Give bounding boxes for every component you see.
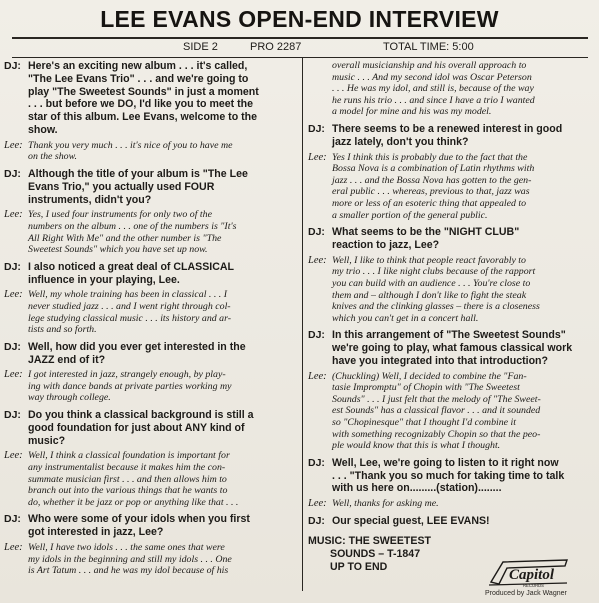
dialogue-line: instruments, didn't you? — [28, 193, 152, 206]
dialogue-line: good foundation for just about ANY kind of — [28, 421, 245, 434]
music-cue — [308, 535, 478, 573]
column-divider — [302, 57, 303, 591]
dialogue-line: music? — [28, 434, 66, 447]
dialogue-line: All Right With Me" and the other number is "The — [28, 232, 222, 244]
dialogue-line: summate musician first . . . and then allows him to — [28, 473, 227, 485]
speaker-label: DJ: — [308, 226, 325, 239]
speaker-label: DJ: — [4, 60, 21, 72]
speaker-label: DJ: — [308, 456, 325, 469]
speaker-label: DJ: — [4, 260, 21, 273]
speaker-label: Lee: — [308, 151, 327, 163]
dialogue-line: Who were some of your idols when you first — [28, 513, 250, 526]
speaker-label: DJ: — [308, 514, 325, 527]
dj-question — [2, 261, 292, 287]
dialogue-line: any instrumentalist because it makes him the con- — [28, 462, 226, 474]
dialogue-text — [332, 457, 596, 495]
dialogue-line: knives and the clinking glasses – there is a closeness — [332, 301, 540, 313]
dialogue-line: Sounds" . . . I just felt that the melody of "The Sweet- — [332, 393, 541, 405]
speaker-label: Lee: — [4, 450, 23, 462]
dialogue-line: Here's an exciting new album . . . it's called, — [28, 60, 248, 72]
dialogue-line: we're going to play, what famous classical work — [332, 342, 573, 355]
lee-answer — [306, 498, 596, 510]
dialogue-line: have you integrated into that introduction? — [332, 354, 548, 367]
dialogue-line: he runs his trio . . . and since I have a trio I wanted — [332, 94, 535, 106]
dialogue-line: do, whether it be jazz or pop or anything like that . . . — [28, 496, 239, 508]
page-title: LEE EVANS OPEN-END INTERVIEW — [100, 6, 499, 32]
dialogue-line: ple would know that this is what I thought. — [332, 440, 501, 452]
lee-answer — [2, 140, 292, 163]
speaker-label: DJ: — [4, 340, 21, 353]
logo-subtext: RECORDS — [523, 583, 544, 588]
dj-question — [306, 123, 596, 149]
producer-credit: Produced by Jack Wagner — [485, 590, 567, 597]
dialogue-line: on the show. — [28, 151, 77, 163]
dialogue-text — [28, 341, 292, 367]
dialogue-text — [332, 498, 596, 510]
dialogue-line: is Art Tatum . . . and he was my idol because of his — [28, 565, 229, 577]
dialogue-line: est Sounds" has a classical flavor . . . and it sounded — [332, 405, 541, 417]
lee-answer — [2, 369, 292, 404]
dialogue-text — [332, 329, 596, 367]
dialogue-line: tists and so forth. — [28, 324, 97, 336]
dialogue-line: way through college. — [28, 392, 111, 404]
speaker-label: DJ: — [4, 409, 21, 422]
music-cue-line: MUSIC: THE SWEETEST — [308, 535, 432, 547]
dialogue-line: branch out into the various things that he wants to — [28, 485, 228, 497]
dialogue-line: Well, I have two idols . . . the same ones that were — [28, 542, 225, 554]
dialogue-line: you can build with an audience . . . You're close to — [332, 277, 531, 289]
speaker-label: Lee: — [308, 498, 327, 510]
dialogue-text — [332, 152, 596, 222]
dj-question — [2, 341, 292, 367]
dialogue-text — [28, 369, 292, 404]
lee-answer — [2, 209, 292, 255]
lee-answer — [2, 542, 292, 577]
dialogue-line: JAZZ end of it? — [28, 353, 106, 366]
dj-question — [2, 168, 292, 206]
right-column — [306, 60, 596, 528]
dialogue-line: . . . "Thank you so much for taking time to talk — [332, 469, 565, 482]
speaker-label — [306, 60, 332, 118]
dialogue-line: What seems to be the "NIGHT CLUB" — [332, 226, 520, 239]
dialogue-text — [332, 371, 596, 452]
dialogue-line: eral public . . . whereas, previous to that, jazz was — [332, 186, 530, 198]
dialogue-text — [332, 226, 596, 252]
dialogue-text — [28, 409, 292, 447]
speaker-label: DJ: — [308, 329, 325, 342]
dialogue-text — [28, 289, 292, 335]
dialogue-line: . . . but before we DO, I'd like you to meet the — [28, 98, 254, 111]
speaker-label: Lee: — [4, 369, 23, 381]
dialogue-line: Thank you very much . . . it's nice of you to have me — [28, 139, 233, 151]
dialogue-text — [332, 515, 596, 528]
dialogue-line: with something recognizably Chopin so that the peo- — [332, 428, 541, 440]
music-cue-line: SOUNDS – T-1847 — [330, 547, 421, 560]
dj-question — [2, 60, 292, 137]
dialogue-line: my trio . . . I like night clubs because of the rapport — [332, 266, 536, 278]
dialogue-text — [28, 209, 292, 255]
dj-question — [2, 409, 292, 447]
speaker-label: Lee: — [308, 370, 327, 382]
dialogue-line: I got interested in jazz, strangely enough, by play- — [28, 369, 226, 381]
speaker-label: DJ: — [4, 167, 21, 180]
dialogue-line: (Chuckling) Well, I decided to combine the "Fan- — [332, 370, 527, 382]
dj-question — [306, 457, 596, 495]
speaker-label: Lee: — [4, 139, 23, 151]
dialogue-line: music . . . And my second idol was Oscar Peterson — [332, 71, 532, 83]
dialogue-line: a smaller portion of the general public. — [332, 209, 488, 221]
music-cue-line: UP TO END — [330, 560, 388, 573]
side-label: SIDE 2 — [183, 41, 218, 53]
dialogue-line: Well, my whole training has been in classical . . . I — [28, 289, 228, 301]
dialogue-line: star of this album. Lee Evans, welcome to the — [28, 111, 258, 124]
lee-answer — [306, 371, 596, 452]
dialogue-line: Well, Lee, we're going to listen to it right now — [332, 456, 559, 469]
catalog-number: PRO 2287 — [250, 41, 302, 53]
dialogue-line: . . . He was my idol, and still is, because of the way — [332, 83, 534, 95]
left-column — [2, 60, 292, 577]
dialogue-line: a model for mine and his was my model. — [332, 106, 492, 118]
dialogue-line: Well, I like to think that people react favorably to — [332, 254, 526, 266]
dialogue-text — [332, 255, 596, 325]
speaker-label: DJ: — [308, 122, 325, 135]
dialogue-text — [332, 123, 596, 149]
dialogue-line: got interested in jazz, Lee? — [28, 526, 164, 539]
dialogue-line: Although the title of your album is "The Lee — [28, 167, 248, 180]
title-divider — [12, 37, 588, 39]
dialogue-line: Yes, I used four instruments for only two of the — [28, 209, 212, 221]
total-time: TOTAL TIME: 5:00 — [383, 41, 474, 53]
dialogue-line: ing with dance bands at private parties working my — [28, 380, 232, 392]
dialogue-line: reaction to jazz, Lee? — [332, 238, 440, 251]
dialogue-text — [28, 450, 292, 508]
dialogue-line: tasie Impromptu" of Chopin with "The Sweetest — [332, 382, 520, 394]
speaker-label: Lee: — [4, 289, 23, 301]
dialogue-line: There seems to be a renewed interest in good — [332, 122, 563, 135]
dialogue-line: more or less of an esoteric thing that appealed to — [332, 197, 527, 209]
lee-answer — [2, 450, 292, 508]
dialogue-text — [28, 168, 292, 206]
dialogue-text — [332, 60, 596, 118]
lee-answer — [306, 255, 596, 325]
dialogue-text — [28, 60, 292, 137]
dialogue-line: Yes I think this is probably due to the fact that the — [332, 151, 528, 163]
capitol-records-logo — [487, 558, 571, 588]
dialogue-line: Well, thanks for asking me. — [332, 498, 439, 510]
dialogue-line: influence in your playing, Lee. — [28, 273, 180, 286]
speaker-label: DJ: — [4, 513, 21, 526]
speaker-label: Lee: — [308, 254, 327, 266]
dialogue-text — [28, 542, 292, 577]
dialogue-line: overall musicianship and his overall approach to — [332, 60, 527, 71]
dialogue-line: Well, I think a classical foundation is important for — [28, 450, 230, 462]
lee-answer — [306, 60, 596, 118]
dialogue-line: Bossa Nova is a combination of Latin rhythms with — [332, 163, 535, 175]
dialogue-line: I also noticed a great deal of CLASSICAL — [28, 260, 235, 273]
dj-question — [306, 515, 596, 528]
dialogue-line: play "The Sweetest Sounds" in just a moment — [28, 85, 259, 98]
dialogue-line: my idols in the beginning and still my idols . . . One — [28, 553, 232, 565]
dialogue-line: "The Lee Evans Trio" . . . and we're going to — [28, 72, 249, 85]
dj-question — [2, 513, 292, 539]
dialogue-line: Do you think a classical background is still a — [28, 409, 254, 422]
dj-question — [306, 226, 596, 252]
dialogue-line: Our special guest, LEE EVANS! — [332, 514, 490, 527]
dialogue-line: them and – although I don't like to fight the steak — [332, 289, 527, 301]
dj-question — [306, 329, 596, 367]
dialogue-line: In this arrangement of "The Sweetest Sounds" — [332, 329, 566, 342]
dialogue-line: jazz lately, don't you think? — [332, 135, 469, 148]
dialogue-text — [28, 140, 292, 163]
lee-answer — [2, 289, 292, 335]
logo-wordmark: Capitol — [509, 567, 555, 583]
dialogue-line: numbers on the album . . . one of the numbers is "It's — [28, 220, 237, 232]
speaker-label: Lee: — [4, 209, 23, 221]
dialogue-line: Evans Trio," you actually used FOUR — [28, 180, 215, 193]
dialogue-line: Sweetest Sounds" which you have set up now. — [28, 244, 208, 256]
dialogue-line: lege studying classical music . . . its history and ar- — [28, 312, 232, 324]
dialogue-line: with us here on.........(station)........ — [332, 482, 502, 495]
lee-answer — [306, 152, 596, 222]
dialogue-line: which you can't get in a concert hall. — [332, 312, 479, 324]
dialogue-text — [28, 513, 292, 539]
dialogue-line: so "Chopinesque" that I thought I'd combine it — [332, 417, 517, 429]
speaker-label: Lee: — [4, 542, 23, 554]
dialogue-line: never studied jazz . . . and I went right through col- — [28, 300, 231, 312]
dialogue-line: jazz . . . and the Bossa Nova has gotten to the gen- — [332, 174, 532, 186]
dialogue-line: Well, how did you ever get interested in the — [28, 340, 246, 353]
dialogue-text — [28, 261, 292, 287]
header-divider — [12, 57, 588, 58]
dialogue-line: show. — [28, 123, 58, 136]
